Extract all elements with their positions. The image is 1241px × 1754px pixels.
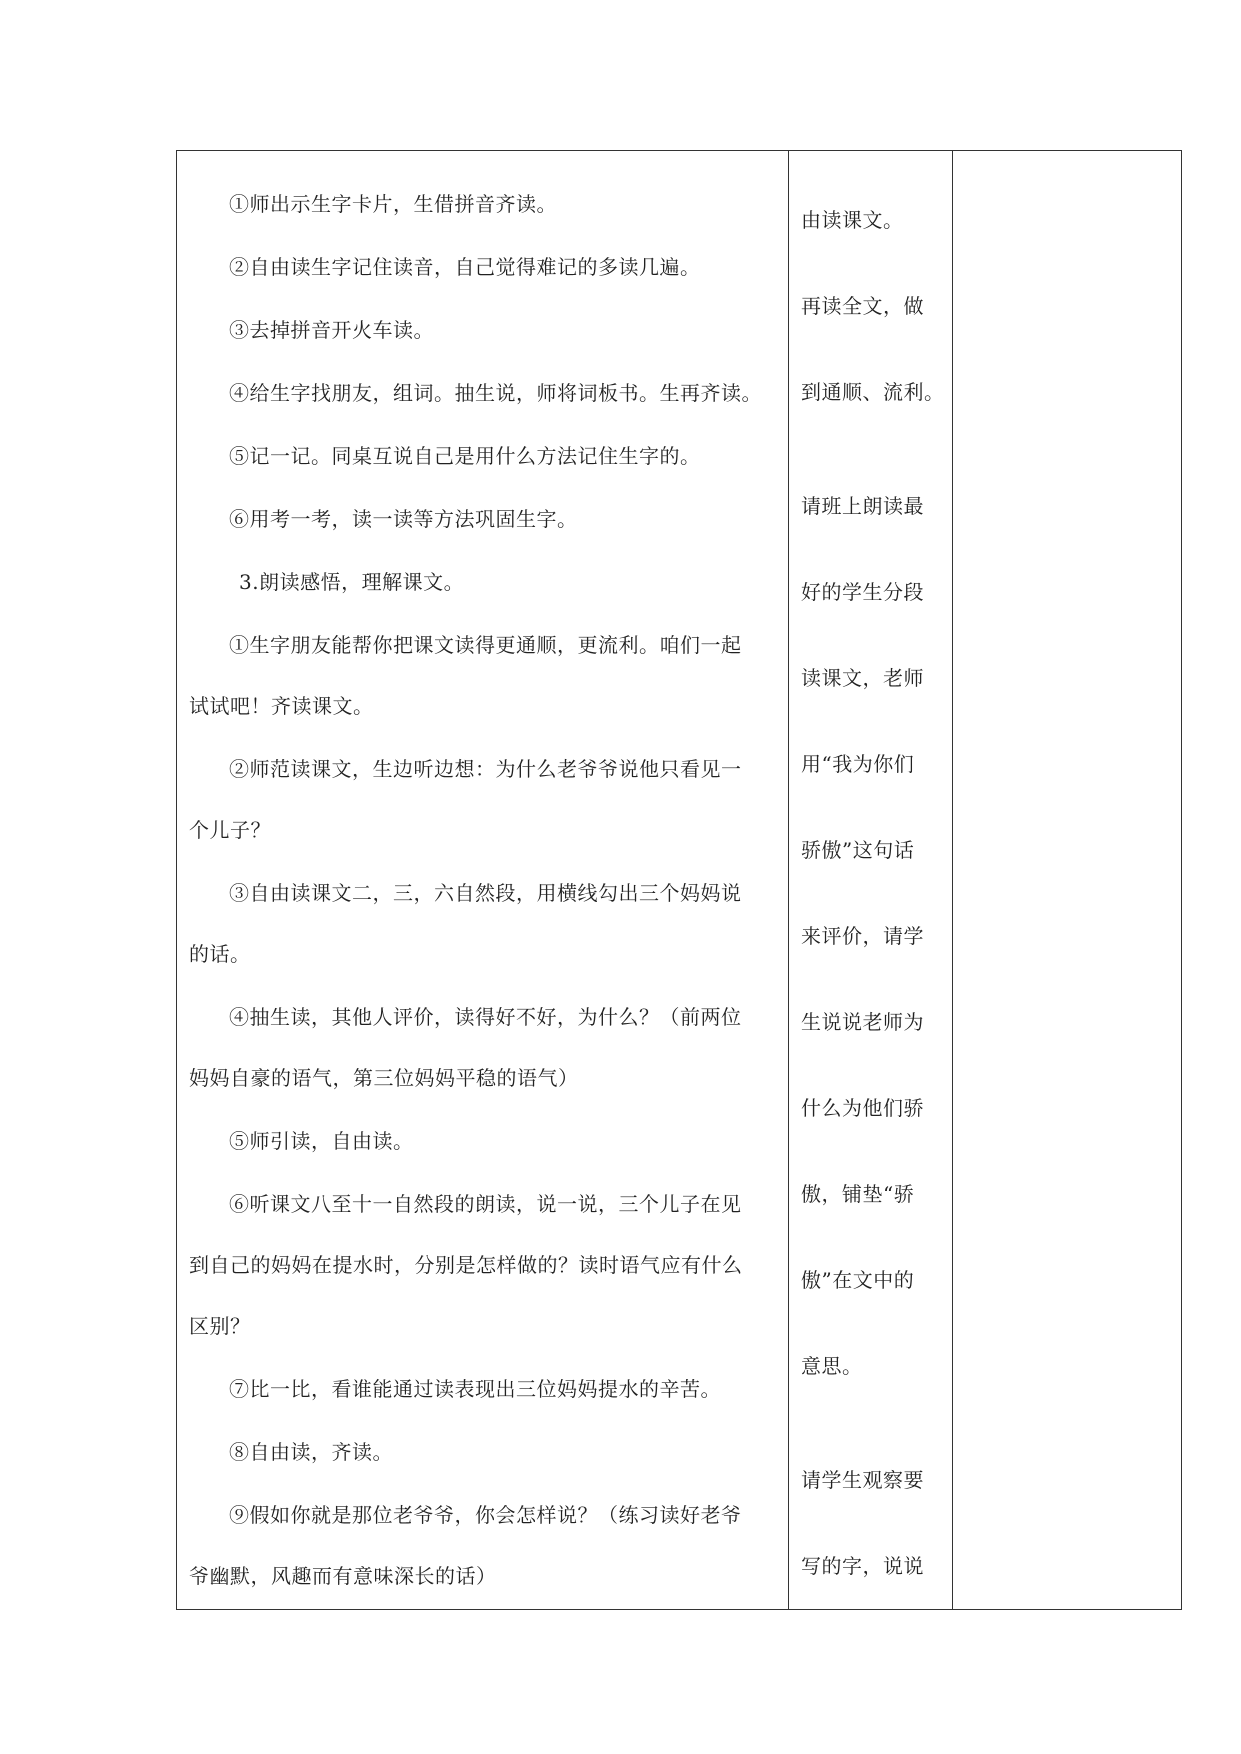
- process-line: ④抽生读，其他人评价，读得好不好，为什么？（前两位: [229, 1005, 742, 1029]
- teaching-process-cell: [177, 151, 789, 1610]
- note-line: 由读课文。: [801, 208, 904, 232]
- note-line: 读课文，老师: [801, 666, 924, 690]
- process-line: ③自由读课文二，三，六自然段，用横线勾出三个妈妈说: [229, 881, 742, 905]
- teaching-notes-cell: [789, 151, 953, 1610]
- process-line: 的话。: [189, 942, 251, 966]
- process-line: ⑨假如你就是那位老爷爷，你会怎样说？（练习读好老爷: [229, 1503, 742, 1527]
- process-line: 到自己的妈妈在提水时，分别是怎样做的？读时语气应有什么: [189, 1253, 743, 1277]
- process-line: 个儿子？: [189, 818, 271, 842]
- note-line: 意思。: [801, 1354, 863, 1378]
- note-line: 到通顺、流利。: [801, 380, 945, 404]
- process-line: ⑥听课文八至十一自然段的朗读，说一说，三个儿子在见: [229, 1192, 742, 1216]
- empty-remarks-cell: [953, 151, 1182, 1610]
- note-line: 请学生观察要: [801, 1468, 924, 1492]
- note-line: 来评价，请学: [801, 924, 924, 948]
- process-line: ①师出示生字卡片，生借拼音齐读。: [229, 192, 557, 216]
- process-line: ⑦比一比，看谁能通过读表现出三位妈妈提水的辛苦。: [229, 1377, 721, 1401]
- process-line: ⑤师引读，自由读。: [229, 1129, 414, 1153]
- note-line: 用“我为你们: [801, 752, 915, 776]
- process-line: 妈妈自豪的语气，第三位妈妈平稳的语气）: [189, 1066, 579, 1090]
- process-line: ④给生字找朋友，组词。抽生说，师将词板书。生再齐读。: [229, 381, 762, 405]
- note-line: 什么为他们骄: [801, 1096, 924, 1120]
- note-line: 再读全文，做: [801, 294, 924, 318]
- process-line: 区别？: [189, 1314, 251, 1338]
- teaching-process-lines: [189, 173, 778, 1608]
- process-line: ⑧自由读，齐读。: [229, 1440, 393, 1464]
- process-line: ③去掉拼音开火车读。: [229, 318, 434, 342]
- process-line: 爷幽默，风趣而有意味深长的话）: [189, 1564, 497, 1588]
- note-line: 好的学生分段: [801, 580, 924, 604]
- process-line: 试试吧！齐读课文。: [189, 694, 374, 718]
- note-line: 写的字，说说: [801, 1554, 924, 1578]
- lesson-plan-table: [176, 150, 1182, 1610]
- process-line: ⑤记一记。同桌互说自己是用什么方法记住生字的。: [229, 444, 701, 468]
- note-line: 傲，铺垫“骄: [801, 1182, 915, 1206]
- note-line: 傲”在文中的: [801, 1268, 915, 1292]
- process-line: ①生字朋友能帮你把课文读得更通顺，更流利。咱们一起: [229, 633, 742, 657]
- table-row: [177, 151, 1182, 1610]
- note-line: 请班上朗读最: [801, 494, 924, 518]
- process-line: ②师范读课文，生边听边想：为什么老爷爷说他只看见一: [229, 757, 742, 781]
- teaching-notes-lines: [801, 177, 946, 1609]
- note-line: 骄傲”这句话: [801, 838, 915, 862]
- note-line: 生说说老师为: [801, 1010, 924, 1034]
- process-line: 3.朗读感悟，理解课文。: [239, 570, 465, 594]
- process-line: ⑥用考一考，读一读等方法巩固生字。: [229, 507, 578, 531]
- process-line: ②自由读生字记住读音，自己觉得难记的多读几遍。: [229, 255, 701, 279]
